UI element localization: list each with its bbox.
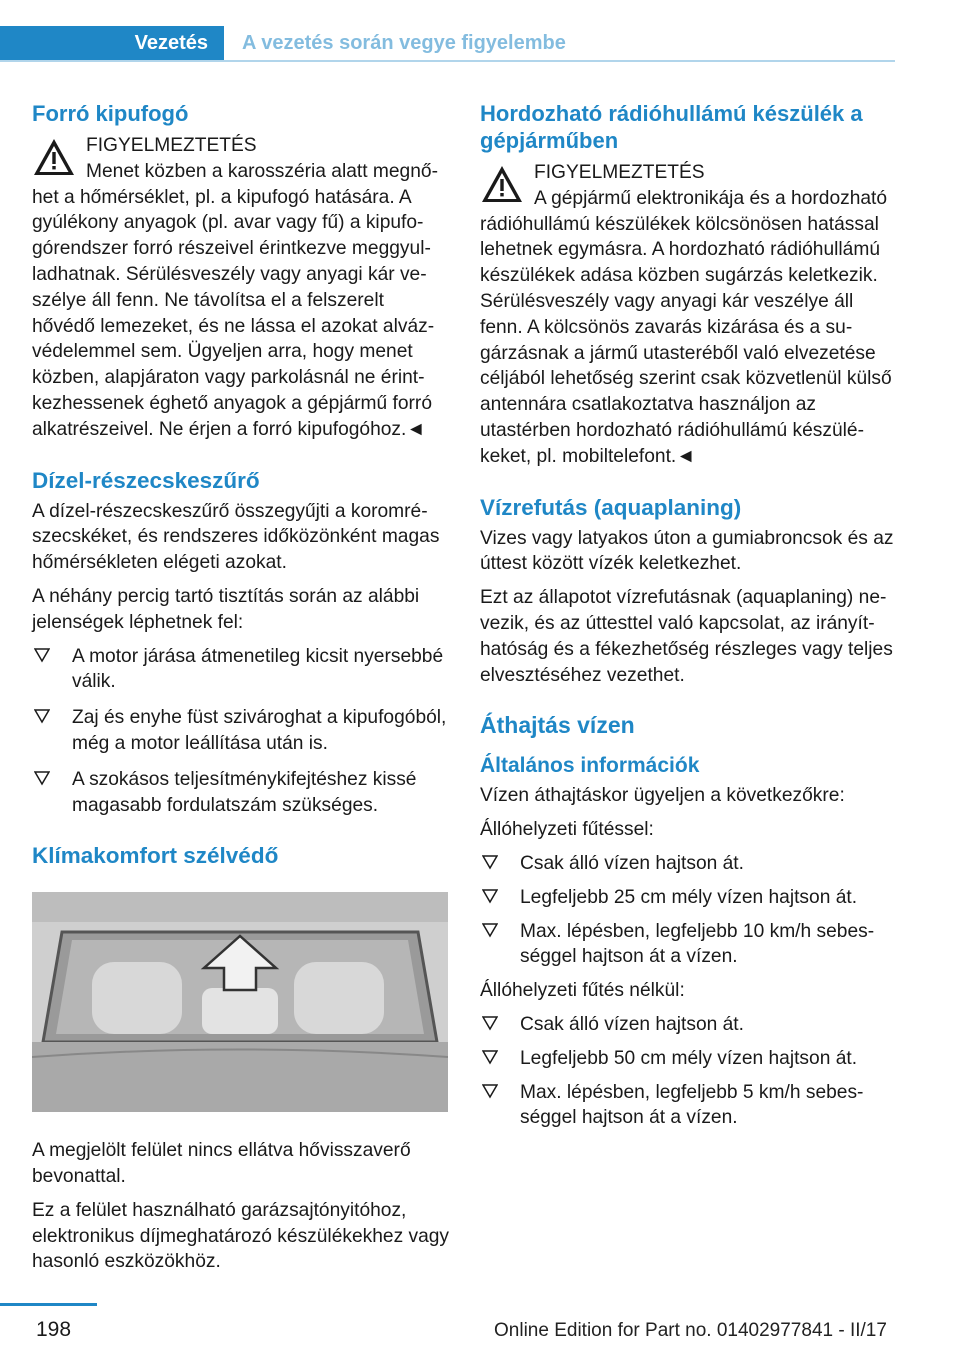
bullet-text: Zaj és enyhe füst szivároghat a kipufogóból, még a motor leállítása után is. — [72, 707, 447, 754]
warning-label: FIGYELMEZTETÉS — [534, 162, 705, 183]
bullet-text: A szokásos teljesítménykifejtéshez kissé magasabb fordulatszám szükséges. — [72, 768, 417, 816]
bullet-triangle-icon — [482, 1049, 498, 1065]
bullet-text: Max. lépésben, legfeljebb 10 km/h sebességgel hajtson át a vízen. — [520, 920, 875, 968]
list-item — [32, 767, 450, 819]
water-intro: Vízen áthajtáskor ügyeljen a következőkre: — [480, 785, 845, 807]
bullet-triangle-icon — [482, 854, 498, 870]
list-item — [32, 705, 450, 757]
bullet-triangle-icon — [482, 888, 498, 904]
list-item — [480, 851, 898, 877]
tab-section-driving[interactable]: Vezetés — [0, 26, 224, 60]
header-divider — [0, 60, 895, 62]
bullet-triangle-icon — [34, 708, 50, 724]
bullet-text: Csak álló vízen hajtson át. — [520, 1013, 744, 1035]
list-item — [480, 1046, 898, 1072]
warning-text: Menet közben a karosszéria alatt megnőhet a hőmérséklet, pl. a kipufogó hatására. A gyúlékony anyagok (pl. avar vagy fű) a kipufogórendszer forró részeivel érintkezve meggyulladhatnak. Sérülésveszély vagy anyagi kár veszélye áll fenn. Ne távolítsa el a felszerelt hővédő lemezeket, és ne lássa el azokat alvázvédelemmel sem. Ügyeljen arra, hogy menet közben, alapjáraton vagy parkolásnál ne érintkezhessenek éghető anyagok a gépjármű forró alkatrészeivel. Ne érjen a forró kipufogóhoz.◄ — [32, 160, 438, 440]
diesel-para-2: A néhány percig tartó tisztítás során az alábbi jelenségek léphetnek fel: — [32, 585, 420, 633]
diesel-para-1: A dízel-részecskeszűrő összegyűjti a koromrészecskéket, és rendszeres időközönként magas hőmérsékleten elégeti azokat. — [32, 500, 440, 574]
climate-para-1: A megjelölt felület nincs ellátva hővisszaverő bevonattal. — [32, 1140, 411, 1187]
heading-driving-through-water: Áthajtás vízen — [480, 712, 635, 739]
aquaplaning-para-1: Vizes vagy latyakos úton a gumiabroncsok és az úttest között vízék keletkezhet. — [480, 527, 894, 575]
tab-subsection[interactable]: A vezetés során vegye figyelembe — [242, 32, 566, 54]
list-item — [480, 1012, 898, 1038]
heading-diesel-filter: Dízel-részecskeszűrő — [32, 467, 260, 493]
warning-text: A gépjármű elektronikája és a hordozható rádióhullámú készülékek kölcsönösen hatással lehetnek egymásra. A hordozható rádióhullámú készülékek adása közben sugárzás keletkezik. Sérülésveszély vagy anyagi kár veszélye áll fenn. A kölcsönös zavarás kizárása és a sugárzásnak a jármű utasteréből való elvezetése céljából lehetőség szerint csak közvetlenül külső antennára csatlakoztatva használjon az utastérben hordozható rádióhullámú készülékeket, pl. mobiltelefont.◄ — [480, 187, 892, 467]
header-tabbar — [0, 26, 895, 62]
footer-accent-line — [0, 1303, 97, 1306]
bullet-triangle-icon — [34, 647, 50, 663]
bullet-triangle-icon — [34, 770, 50, 786]
warning-hot-exhaust — [32, 133, 450, 443]
bullet-text: Max. lépésben, legfeljebb 5 km/h sebességgel hajtson át a vízen. — [520, 1081, 864, 1129]
heading-hot-exhaust: Forró kipufogó — [32, 101, 189, 126]
bullet-text: Legfeljebb 25 cm mély vízen hajtson át. — [520, 886, 858, 908]
bullet-triangle-icon — [482, 1083, 498, 1099]
list-item — [480, 919, 898, 971]
windshield-photo — [32, 892, 448, 1112]
climate-para-2: Ez a felület használható garázsajtónyitóhoz, elektronikus díjmeghatározó készülékekhez vagy hasonló eszközökhöz. — [32, 1199, 450, 1273]
bullet-triangle-icon — [482, 922, 498, 938]
left-column — [32, 100, 450, 1275]
edition-note: Online Edition for Part no. 01402977841 - II/17 — [494, 1320, 887, 1341]
warning-label: FIGYELMEZTETÉS — [86, 135, 257, 156]
right-column — [480, 100, 898, 1131]
list-item — [32, 644, 450, 696]
with-heater-label: Állóhelyzeti fűtéssel: — [480, 819, 654, 841]
warning-icon — [480, 162, 524, 206]
list-item — [480, 885, 898, 911]
list-item — [480, 1080, 898, 1132]
warning-portable-radio — [480, 160, 898, 470]
bullet-triangle-icon — [482, 1015, 498, 1031]
bullet-text: A motor járása átmenetileg kicsit nyersebbé válik. — [72, 645, 444, 693]
bullet-text: Csak álló vízen hajtson át. — [520, 852, 744, 874]
heading-aquaplaning: Vízrefutás (aquaplaning) — [480, 494, 742, 520]
heading-general-info: Általános információk — [480, 754, 700, 778]
heading-climate-windshield: Klímakomfort szélvédő — [32, 843, 279, 869]
page-number: 198 — [36, 1318, 72, 1341]
bullet-text: Legfeljebb 50 cm mély vízen hajtson át. — [520, 1047, 858, 1069]
without-heater-label: Állóhelyzeti fűtés nélkül: — [480, 980, 685, 1002]
warning-icon — [32, 135, 76, 179]
aquaplaning-para-2: Ezt az állapotot vízrefutásnak (aquaplaning) nevezik, és az úttesttel való kapcsolat, az irányíthatóság és a fékezhetőség részleges vagy teljes elvesztéséhez vezethet. — [480, 587, 893, 686]
heading-portable-radio: Hordozható rádióhullámú készülék a gépjárműben — [480, 101, 863, 153]
